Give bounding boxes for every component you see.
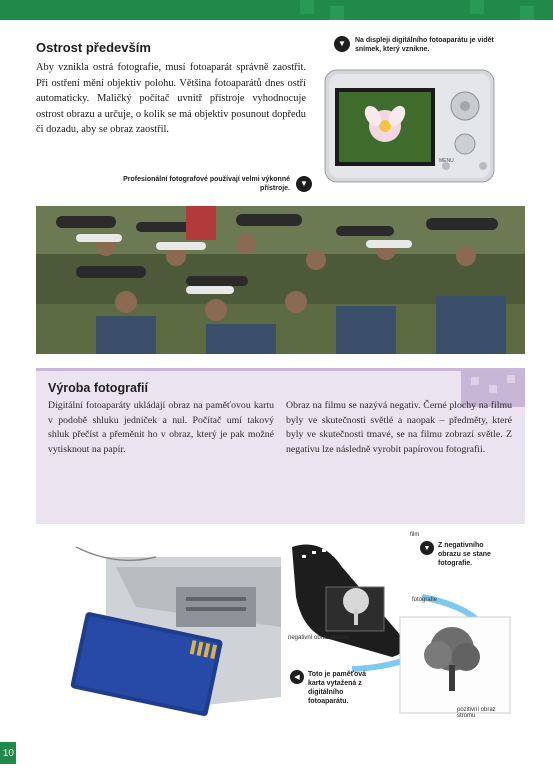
- photographers-photo: [36, 206, 525, 354]
- photo-label: fotografie: [412, 597, 438, 603]
- film-label: film: [410, 532, 420, 538]
- camera-caption: [334, 36, 520, 54]
- band-decoration: [300, 0, 314, 14]
- arrow-down-icon: ▼: [334, 36, 350, 52]
- band-decoration: [520, 6, 534, 20]
- digital-camera-image: [323, 66, 496, 186]
- negative-caption-text: Z negativního obrazu se stane fotografie.: [438, 542, 491, 567]
- section-body-right: Obraz na filmu se nazývá negativ. Černé plochy na filmu byly ve skutečnosti světlé a naopak – předměty, které byly ve skutečnosti tmavé, se na filmu zobrazí světle. Z negativu lze následně vyrobit papírovou fotografii.: [286, 400, 512, 455]
- negative-caption: [420, 541, 496, 568]
- memory-card-caption: [290, 670, 368, 706]
- arrow-down-icon: ▼: [420, 541, 434, 555]
- positive-tree-label: pozitivní obraz stromu: [457, 707, 496, 719]
- photographers-caption: [120, 175, 312, 193]
- camera-caption-text: Na displeji digitálního fotoaparátu je vidět snímek, který vznikne.: [355, 37, 494, 53]
- memory-card-photo: [36, 527, 281, 732]
- arrow-down-icon: ▼: [296, 176, 312, 192]
- camera-menu-label: MENU: [439, 158, 454, 164]
- section-title: Výroba fotografií: [48, 381, 149, 395]
- band-decoration: [330, 6, 344, 20]
- section-title: Ostrost především: [36, 40, 151, 55]
- film-diagram: [282, 527, 525, 732]
- production-box: [36, 368, 525, 524]
- negative-tree-label: negativní obraz stromu: [288, 635, 350, 641]
- memory-card-caption-text: Toto je paměťová karta vytažená z digitálního fotoaparátu.: [308, 671, 367, 705]
- photographers-caption-text: Profesionální fotografové používají velmi výkonné přístroje.: [123, 176, 290, 192]
- section-body-left: Digitální fotoaparáty ukládají obraz na paměťovou kartu v podobě shluku jedniček a nul. Počítač umí takový shluk přečíst a přeměnit ho v obraz, který je pak možné vytisknout na papír.: [48, 400, 274, 455]
- section-body: Aby vznikla ostrá fotografie, musí fotoaparát správně zaostřit. Při ostření mění objektiv polohu. Většina fotoaparátů dnes ostří automaticky. Maličký počítač uvnitř přístroje vyhodnocuje ostrost obrazu a určuje, o kolik se má objektiv posunout dopředu či dozadu, aby se obraz zaostřil.: [36, 62, 306, 136]
- page-number: 10: [0, 742, 16, 764]
- band-decoration: [470, 0, 484, 14]
- arrow-left-icon: ◀: [290, 670, 304, 684]
